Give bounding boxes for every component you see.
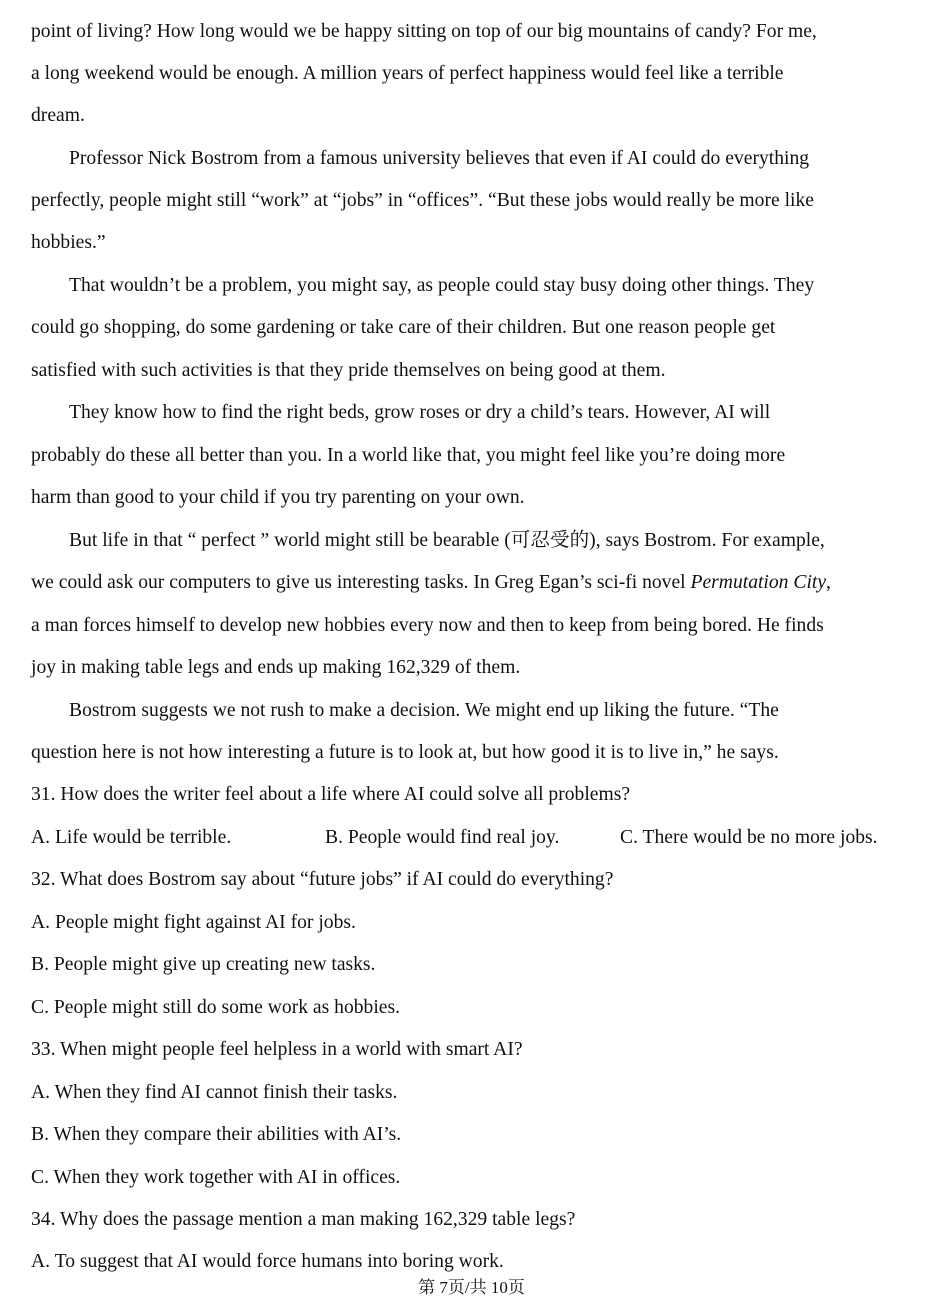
question-31-options [31,826,911,850]
novel-title: Permutation City [690,572,827,593]
passage-line: a long weekend would be enough. A million years of perfect happiness would feel like a terrible [31,63,784,84]
question-33: 33. When might people feel helpless in a world with smart AI? [31,1039,523,1060]
question-32: 32. What does Bostrom say about “future jobs” if AI could do everything? [31,869,614,890]
passage-line: question here is not how interesting a future is to look at, but how good it is to live in,” he says. [31,742,779,763]
passage-line: But life in that “ perfect ” world might still be bearable (可忍受的), says Bostrom. For example, [69,530,825,551]
passage-line: That wouldn’t be a problem, you might say, as people could stay busy doing other things. They [69,275,815,296]
question-34: 34. Why does the passage mention a man making 162,329 table legs? [31,1209,576,1230]
passage-text: we could ask our computers to give us interesting tasks. In Greg Egan’s sci-fi novel [31,572,691,593]
option-b: B. When they compare their abilities with AI’s. [31,1124,402,1145]
option-a: A. Life would be terrible. [31,827,232,848]
passage-text: , [826,572,831,593]
passage-line: probably do these all better than you. In a world like that, you might feel like you’re doing more [31,445,786,466]
option-b: B. People would find real joy. [325,827,560,848]
passage-line: perfectly, people might still “work” at “jobs” in “offices”. “But these jobs would really be more like [31,190,814,211]
passage-line: could go shopping, do some gardening or take care of their children. But one reason people get [31,317,776,338]
passage-line: a man forces himself to develop new hobbies every now and then to keep from being bored. He finds [31,615,824,636]
option-a: A. When they find AI cannot finish their tasks. [31,1082,398,1103]
question-31: 31. How does the writer feel about a life where AI could solve all problems? [31,784,631,805]
passage-line: Professor Nick Bostrom from a famous university believes that even if AI could do everything [69,148,810,169]
passage-line [31,571,831,595]
passage-line: point of living? How long would we be happy sitting on top of our big mountains of candy? For me, [31,21,817,42]
passage-line: satisfied with such activities is that they pride themselves on being good at them. [31,360,666,381]
passage-line: dream. [31,105,85,126]
page-number: 第 7页/共 10页 [418,1278,525,1297]
option-a: A. People might fight against AI for jobs. [31,912,356,933]
passage-line: hobbies.” [31,232,106,253]
passage-line: harm than good to your child if you try parenting on your own. [31,487,525,508]
option-c: C. People might still do some work as hobbies. [31,997,400,1018]
passage-line: They know how to find the right beds, grow roses or dry a child’s tears. However, AI will [69,402,771,423]
passage-line: joy in making table legs and ends up making 162,329 of them. [31,657,521,678]
option-b: B. People might give up creating new tasks. [31,954,376,975]
option-c: C. There would be no more jobs. [620,827,878,848]
option-c: C. When they work together with AI in offices. [31,1167,401,1188]
option-a: A. To suggest that AI would force humans into boring work. [31,1251,504,1272]
passage-line: Bostrom suggests we not rush to make a decision. We might end up liking the future. “The [69,700,779,721]
